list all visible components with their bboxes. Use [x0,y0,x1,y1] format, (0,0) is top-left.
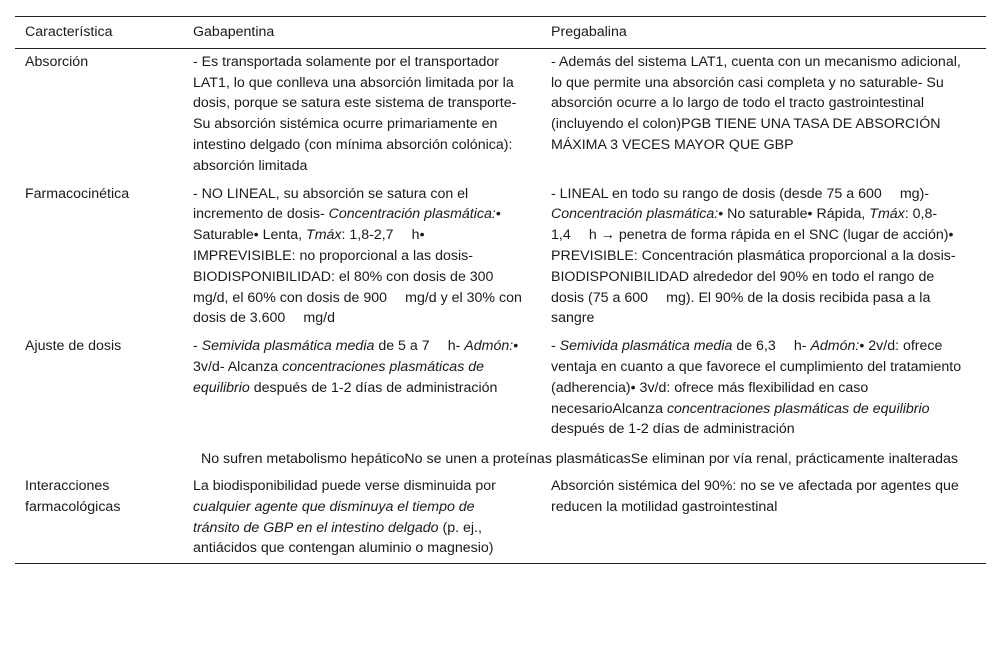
text-segment: • 3v/d- Alcanza [193,338,519,375]
text-segment: - Además del sistema LAT1, cuenta con un mecanismo adicional, lo que permite una absorción casi completa y no saturable- Su absorción ocurre a lo largo de todo el tracto gastrointestinal (incluyendo el colon)PGB TIENE UNA TASA DE ABSORCIÓN MÁXIMA 3 VECES MAYOR QUE GBP [551,53,961,153]
text-segment: de 5 a 7 h- [374,338,465,355]
text-segment: - Es transportada solamente por el transportador LAT1, lo que conlleva una absorción limitada por la dosis, porque se satura este sistema de transporte- Su absorción sistémica ocurre primariamente en intestino delgado (con mínima absorción colónica): absorción limitada [193,53,517,174]
gabapentina-cell [183,181,541,334]
italic-text: Concentración plasmática: [328,206,496,223]
italic-text: cualquier agente que disminuya el tiempo de tránsito de GBP en el intestino delgado [193,498,475,536]
italic-text: Concentración plasmática: [551,206,719,223]
text-segment: : 0,8-1,4 h → penetra de forma rápida en el SNC (lugar de acción)• PREVISIBLE: Concentración plasmática proporcional a la dosis- BIODISPONIBILIDAD alrededor del 90% en todo el rango de dosis (75 a 600 mg). El 90% de la dosis recibida pasa a la sangre [551,206,956,327]
feature-cell: Ajuste de dosis [25,338,122,355]
italic-text: Semivida plasmática media [201,338,375,355]
italic-text: Tmáx [869,206,905,223]
text-segment: - LINEAL en todo su rango de dosis (desde 75 a 600 mg)- [551,185,930,202]
shared-properties-row [15,444,986,473]
italic-text: concentraciones plasmáticas de equilibrio [193,358,485,396]
header-gabapentina: Gabapentina [193,24,275,40]
header-caracteristica: Característica [25,24,113,40]
feature-cell: Absorción [25,53,89,70]
italic-text: concentraciones plasmáticas de equilibrio [666,400,930,417]
text-segment: de 6,3 h- [732,338,811,355]
pregabalina-cell [541,333,986,444]
text-segment: - [193,338,202,355]
pregabalina-cell [541,181,986,334]
table-row [15,473,986,564]
comparison-table [15,16,986,564]
text-segment: • No saturable• Rápida, [718,206,870,223]
italic-text: Tmáx [306,227,342,244]
gabapentina-cell [183,473,541,564]
text-segment: La biodisponibilidad puede verse disminuida por [193,477,496,494]
italic-text: Semivida plasmática media [559,338,733,355]
text-segment: después de 1-2 días de administración [249,379,498,396]
italic-text: Admón: [464,338,514,355]
text-segment: : 1,8-2,7 h• IMPREVISIBLE: no proporcional a las dosis- BIODISPONIBILIDAD: el 80% con dosis de 300 mg/d, el 60% con dosis de 900 mg/d y el 30% con dosis de 3.600 mg/d [193,227,522,327]
header-row [15,17,986,49]
text-segment: • Saturable• Lenta, [193,206,501,244]
feature-cell: Farmacocinética [25,185,130,202]
empty-cell [15,444,183,473]
text-segment: Absorción sistémica del 90%: no se ve afectada por agentes que reducen la motilidad gastrointestinal [551,477,959,515]
gabapentina-cell [183,48,541,180]
table-row [15,333,986,444]
pregabalina-cell [541,473,986,564]
shared-properties-cell: No sufren metabolismo hepáticoNo se unen a proteínas plasmáticasSe eliminan por vía renal, prácticamente inalteradas [200,451,959,468]
feature-cell: Interacciones farmacológicas [25,477,121,515]
gabapentina-cell [183,333,541,444]
table-row [15,48,986,180]
pregabalina-cell [541,48,986,180]
text-segment: - [551,338,560,355]
text-segment: • 2v/d: ofrece ventaja en cuanto a que favorece el cumplimiento del tratamiento (adherencia)• 3v/d: ofrece más flexibilidad en caso necesarioAlcanza [551,338,962,417]
text-segment: - NO LINEAL, su absorción se satura con el incremento de dosis- [193,185,469,223]
text-segment: después de 1-2 días de administración [551,421,795,438]
header-pregabalina: Pregabalina [551,24,627,40]
italic-text: Admón: [810,338,860,355]
text-segment: (p. ej., antiácidos que contengan aluminio o magnesio) [193,519,494,557]
table-row [15,181,986,334]
